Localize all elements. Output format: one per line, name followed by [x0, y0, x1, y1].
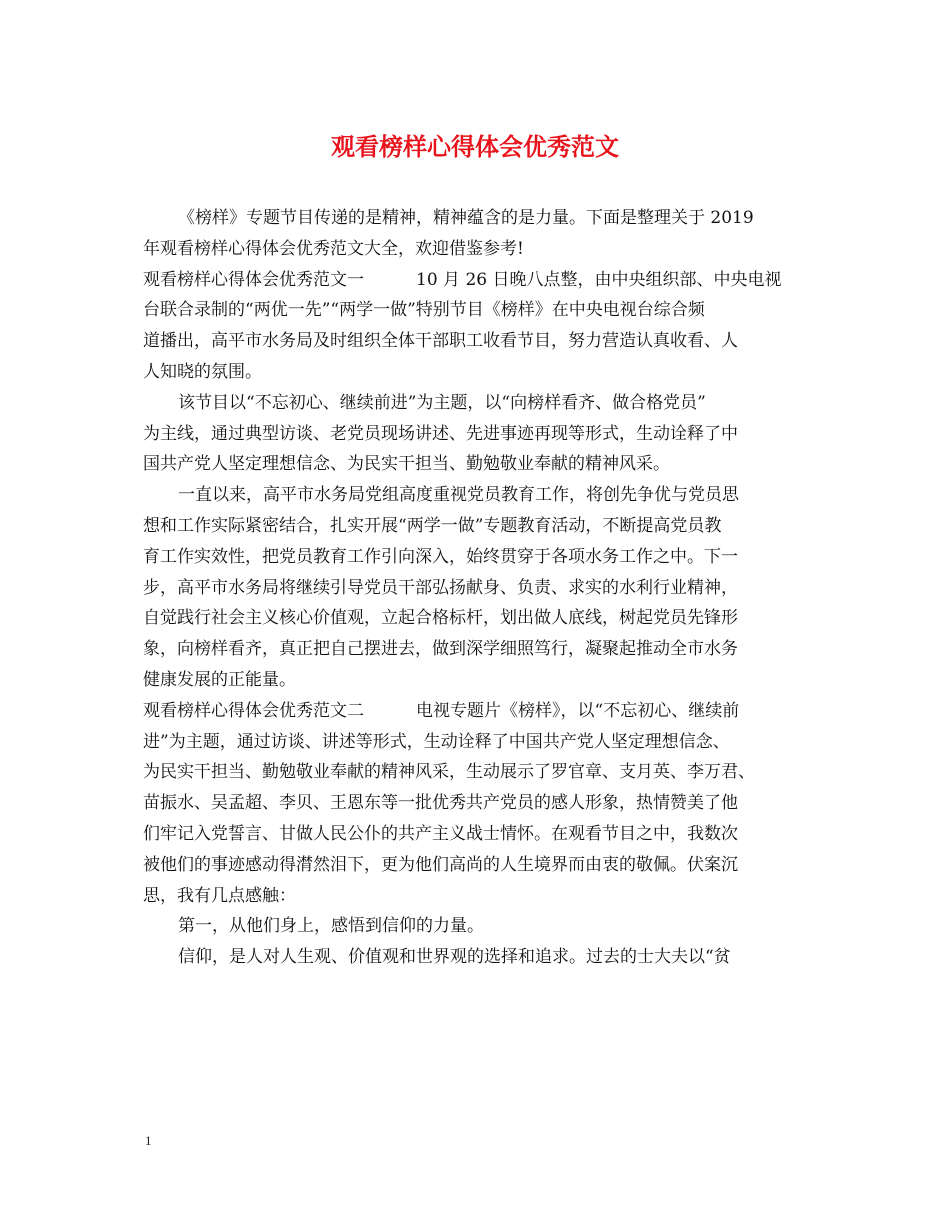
text-line: 想和工作实际紧密结合，扎实开展“两学一做”专题教育活动，不断提高党员教	[143, 515, 722, 536]
text-line: 一直以来，高平市水务局党组高度重视党员教育工作，将创先争优与党员思	[178, 485, 739, 506]
text-line: 年观看榜样心得体会优秀范文大全，欢迎借鉴参考!	[143, 238, 524, 259]
text-line: 电视专题片《榜样》，以“不忘初心、继续前	[416, 700, 740, 721]
text-line: 进”为主题，通过访谈、讲述等形式，生动诠释了中国共产党人坚定理想信念、	[143, 731, 730, 752]
text-line: 该节目以“不忘初心、继续前进”为主题，以“向榜样看齐、做合格党员”	[178, 392, 706, 413]
text-line: 信仰，是人对人生观、价值观和世界观的选择和追求。过去的士大夫以“贫	[178, 947, 731, 968]
text-line: 们牢记入党誓言、甘做人民公仆的共产主义战士情怀。在观看节目之中，我数次	[143, 823, 738, 844]
text-line: 思，我有几点感触：	[143, 885, 296, 906]
section-heading: 观看榜样心得体会优秀范文二	[143, 700, 364, 721]
text-line: 为民实干担当、勤勉敬业奉献的精神风采，生动展示了罗官章、支月英、李万君、	[143, 762, 755, 783]
text-line: 道播出，高平市水务局及时组织全体干部职工收看节目，努力营造认真收看、人	[143, 331, 738, 352]
section-heading-line	[143, 696, 815, 727]
document-title: 观看榜样心得体会优秀范文	[331, 132, 619, 161]
text-line: 国共产党人坚定理想信念、为民实干担当、勤勉敬业奉献的精神风采。	[143, 454, 670, 475]
page-number: 1	[145, 1133, 152, 1148]
section-heading: 观看榜样心得体会优秀范文一	[143, 269, 364, 290]
text-line: 为主线，通过典型访谈、老党员现场讲述、先进事迹再现等形式，生动诠释了中	[143, 423, 738, 444]
text-line: 人知晓的氛围。	[143, 361, 262, 382]
document-body	[143, 203, 815, 973]
text-line: 自觉践行社会主义核心价值观，立起合格标杆，划出做人底线，树起党员先锋形	[143, 608, 738, 629]
text-line: 《榜样》专题节目传递的是精神，精神蕴含的是力量。下面是整理关于 2019	[178, 208, 754, 228]
text-line: 苗振水、吴孟超、李贝、王恩东等一批优秀共产党员的感人形象，热情赞美了他	[143, 793, 738, 814]
text-line: 台联合录制的“两优一先”“两学一做”特别节目《榜样》在中央电视台综合频	[143, 300, 705, 321]
text-line: 步，高平市水务局将继续引导党员干部弘扬献身、负责、求实的水利行业精神，	[143, 577, 738, 598]
section-heading-line	[143, 265, 815, 296]
text-line: 10 月 26 日晚八点整，由中央组织部、中央电视	[416, 269, 782, 290]
text-line: 象，向榜样看齐，真正把自己摆进去，做到深学细照笃行，凝聚起推动全市水务	[143, 639, 738, 660]
text-line: 第一，从他们身上，感悟到信仰的力量。	[178, 916, 484, 937]
text-line: 被他们的事迹感动得潸然泪下，更为他们高尚的人生境界而由衷的敬佩。伏案沉	[143, 854, 738, 875]
text-line: 育工作实效性，把党员教育工作引向深入，始终贯穿于各项水务工作之中。下一	[143, 546, 738, 567]
text-line: 健康发展的正能量。	[143, 669, 296, 690]
